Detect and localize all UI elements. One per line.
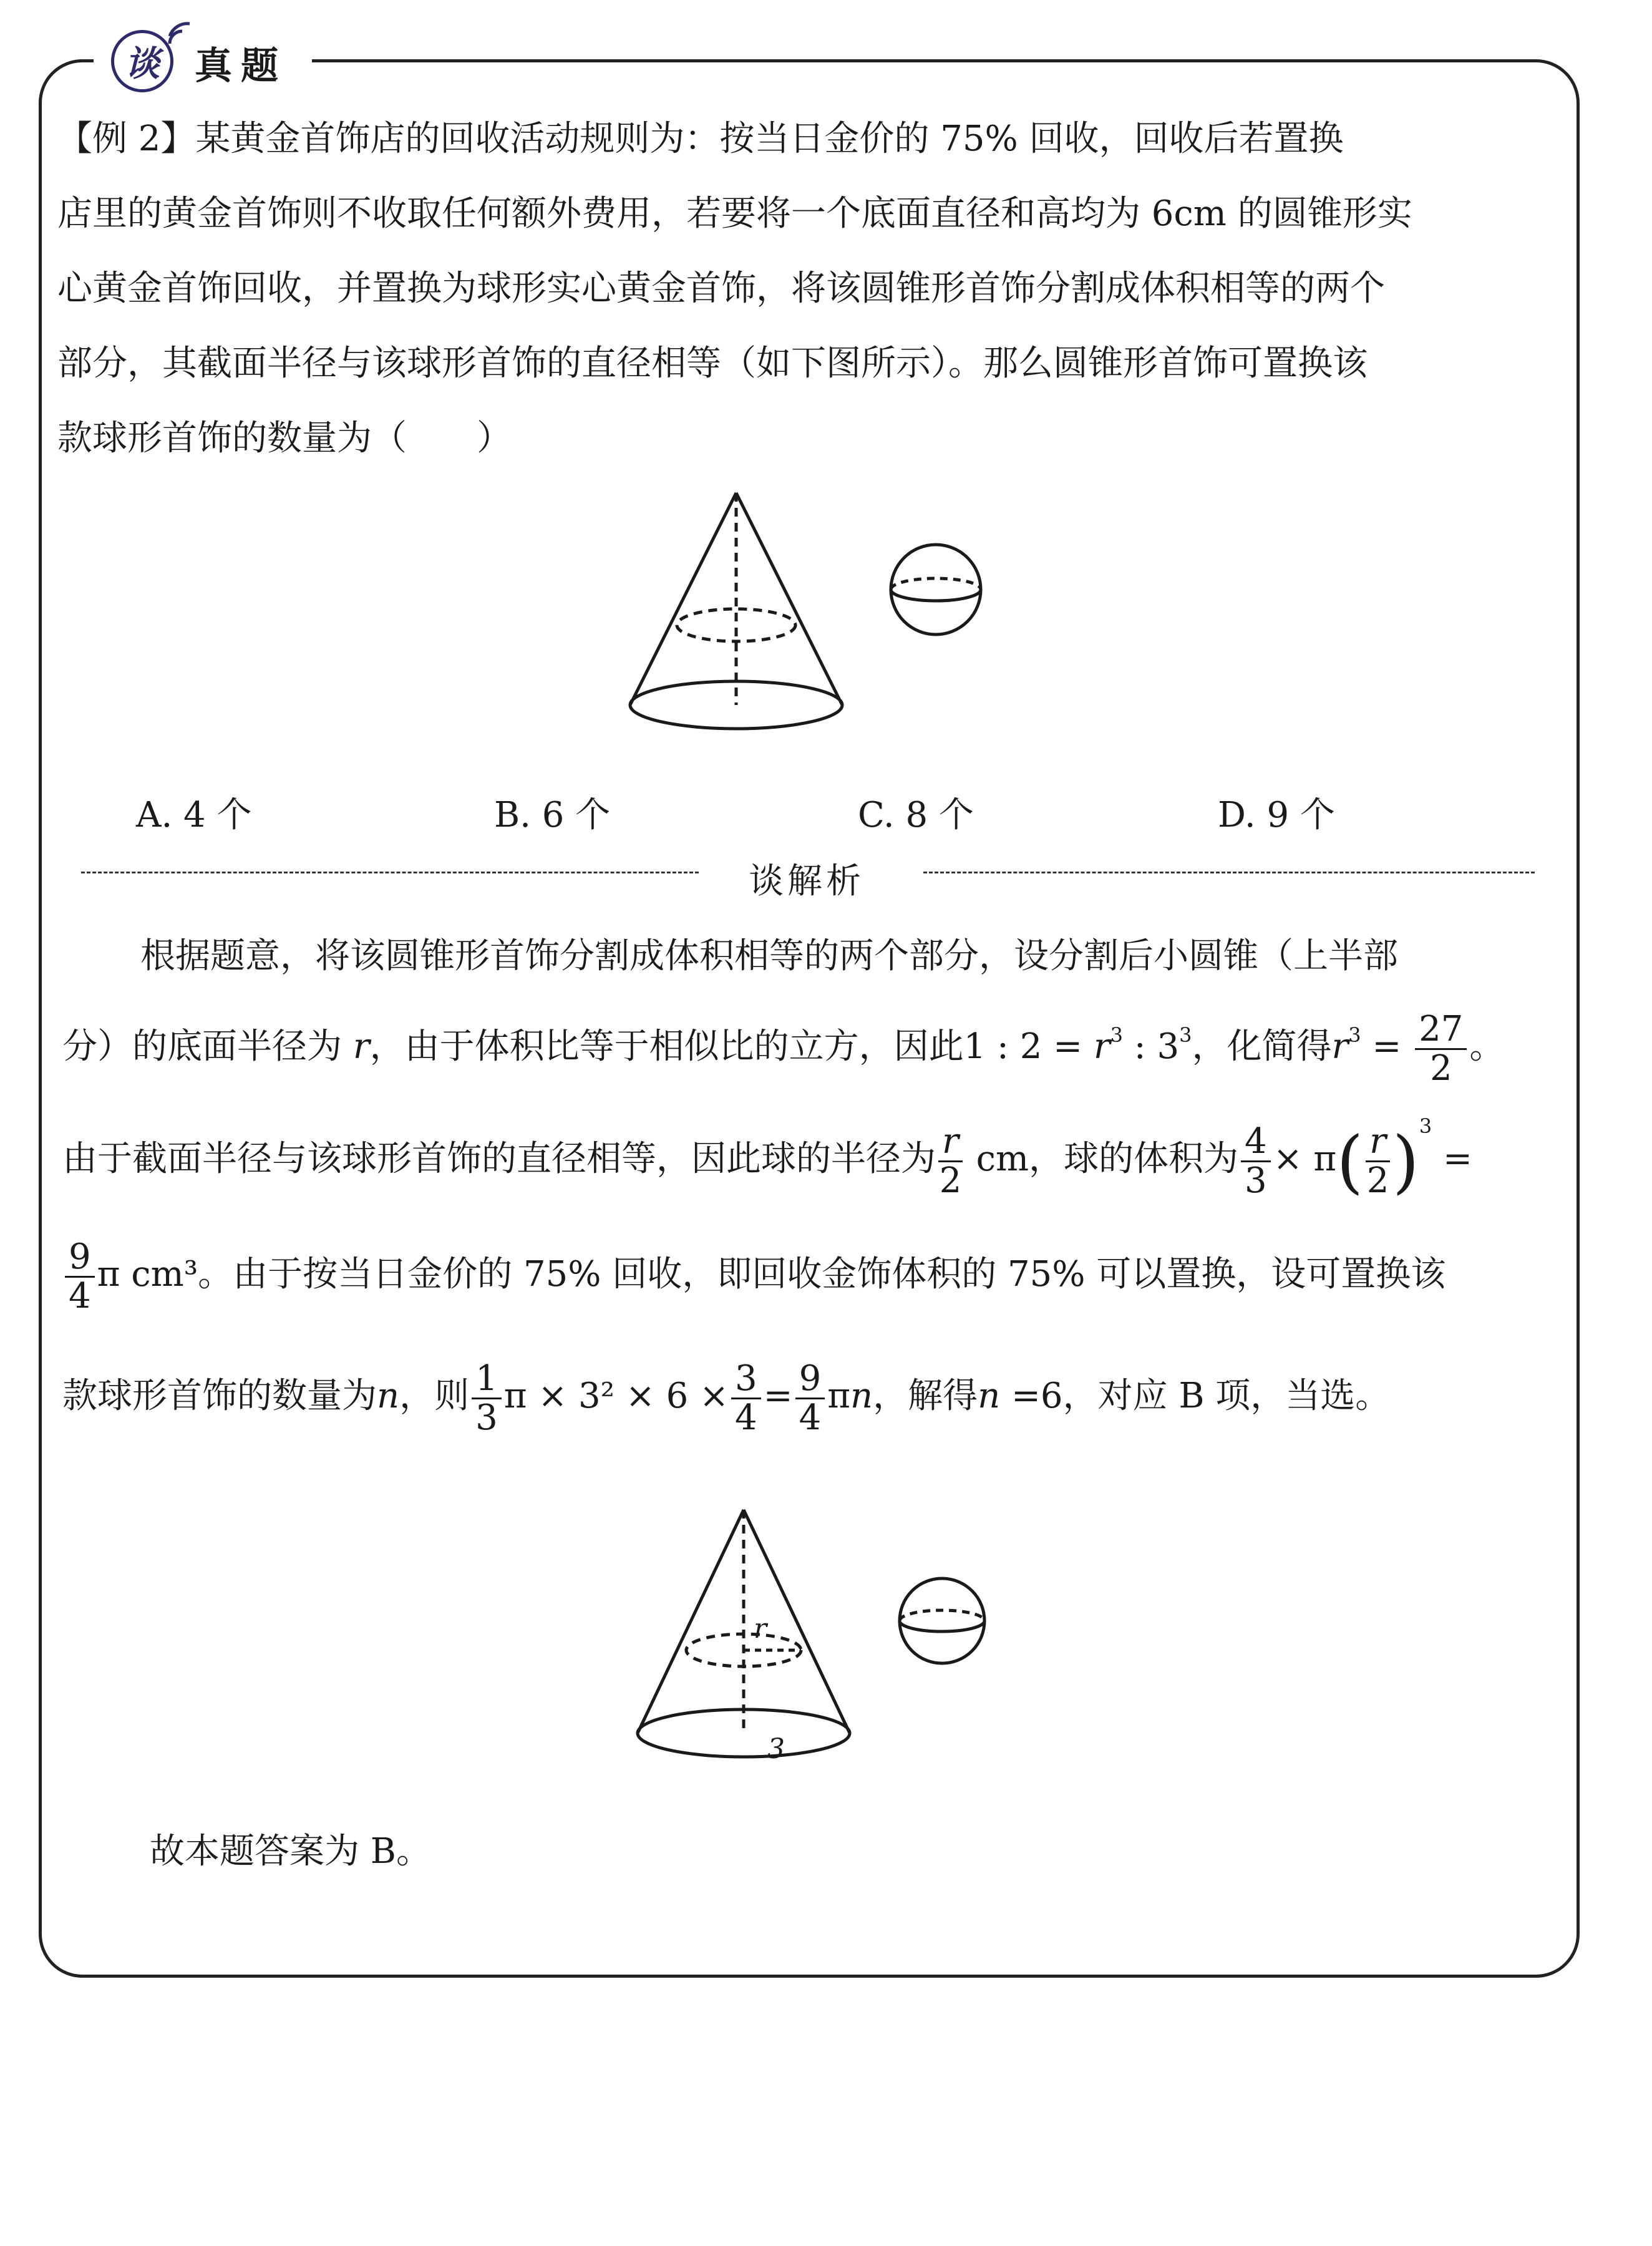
solution-line-3-b: cm，球的体积为 bbox=[964, 1139, 1239, 1179]
question-line-4: 部分，其截面半径与该球形首饰的直径相等（如下图所示）。那么圆锥形首饰可置换该 bbox=[57, 343, 1368, 384]
var-r-2: r bbox=[1093, 1026, 1110, 1067]
option-a[interactable]: A. 4 个 bbox=[136, 795, 252, 835]
exp-3c: 3 bbox=[1348, 1023, 1361, 1047]
solution-line-5 bbox=[62, 1360, 1390, 1437]
solution-line-5-e: π bbox=[827, 1376, 851, 1416]
logo-badge bbox=[111, 30, 173, 92]
solution-line-1: 根据题意，将该圆锥形首饰分割成体积相等的两个部分，设分割后小圆锥（上半部 bbox=[140, 936, 1398, 976]
logo-char: 谈 bbox=[125, 44, 160, 84]
solution-line-2-a: 分）的底面半径为 bbox=[62, 1026, 353, 1067]
labeled-cone-figure bbox=[638, 1510, 850, 1757]
var-n-2: n bbox=[850, 1376, 873, 1416]
fraction-27-2: $\frac{27}{2}$ bbox=[1415, 1011, 1467, 1087]
solution-line-4-a: π cm³。由于按当日金价的 75% 回收，即回收金饰体积的 75% 可以置换，设可置换该 bbox=[97, 1254, 1446, 1295]
solution-line-3 bbox=[62, 1114, 1472, 1202]
sphere-figure bbox=[891, 545, 981, 634]
question-line-1: 【例 2】某黄金首饰店的回收活动规则为：按当日金价的 75% 回收，回收后若置换 bbox=[57, 119, 1344, 159]
cone-figure bbox=[630, 493, 842, 729]
fraction-r-2: $\frac{r}{2}$ bbox=[939, 1121, 962, 1201]
solution-line-3-d: = bbox=[1432, 1139, 1472, 1179]
solution-sphere-figure bbox=[900, 1578, 984, 1663]
paren-left: ( bbox=[1336, 1121, 1364, 1202]
fraction-4-3: $\frac{4}{3}$ bbox=[1241, 1123, 1271, 1200]
question-line-5: 款球形首饰的数量为（ ） bbox=[57, 418, 512, 459]
solution-line-5-f: ，解得 bbox=[873, 1376, 978, 1416]
paren-right: ) bbox=[1392, 1121, 1419, 1202]
solution-line-5-b: ，则 bbox=[399, 1376, 470, 1416]
solution-line-4 bbox=[62, 1238, 1446, 1315]
exp-3d: 3 bbox=[1419, 1114, 1432, 1138]
solution-line-5-d: = bbox=[763, 1376, 793, 1416]
var-n: n bbox=[377, 1376, 400, 1416]
solution-line-5-g: =6，对应 B 项，当选。 bbox=[1000, 1376, 1391, 1416]
solution-line-3-a: 由于截面半径与该球形首饰的直径相等，因此球的半径为 bbox=[62, 1139, 936, 1179]
section-title: 谈解析 bbox=[749, 861, 865, 902]
conclusion: 故本题答案为 B。 bbox=[150, 1831, 431, 1872]
question-line-2: 店里的黄金首饰则不收取任何额外费用，若要将一个底面直径和高均为 6cm 的圆锥形实 bbox=[57, 193, 1412, 234]
option-d[interactable]: D. 9 个 bbox=[1218, 795, 1335, 835]
solution-line-2-d: ，化简得 bbox=[1192, 1026, 1332, 1067]
fraction-r-2-b: $\frac{r}{2}$ bbox=[1366, 1121, 1389, 1201]
exp-3: 3 bbox=[1110, 1023, 1123, 1047]
divider-left bbox=[81, 872, 699, 873]
var-n-3: n bbox=[978, 1376, 1001, 1416]
label-3: 3 bbox=[767, 1733, 785, 1765]
solution-figure bbox=[624, 1497, 1023, 1784]
fraction-9-4-b: $\frac{9}{4}$ bbox=[795, 1360, 825, 1437]
solution-line-2-e: 。 bbox=[1469, 1026, 1505, 1067]
option-c[interactable]: C. 8 个 bbox=[858, 795, 974, 835]
solution-line-2: 分）的底面半径为 r，由于体积比等于相似比的立方，因此1 : $2 = r^3$ : $3^3$，化简得$r^3$ = $\frac{27}{2}$ 。 bbox=[62, 1009, 1505, 1089]
fraction-3-4: $\frac{3}{4}$ bbox=[731, 1360, 761, 1437]
var-r: r bbox=[352, 1026, 370, 1067]
fraction-9-4: $\frac{9}{4}$ bbox=[65, 1238, 95, 1315]
fraction-1-3: $\frac{1}{3}$ bbox=[472, 1360, 502, 1437]
header-title: 真题 bbox=[195, 44, 287, 88]
divider-right bbox=[923, 872, 1535, 873]
label-r: r bbox=[754, 1613, 767, 1645]
question-line-3: 心黄金首饰回收，并置换为球形实心黄金首饰，将该圆锥形首饰分割成体积相等的两个 bbox=[57, 268, 1385, 309]
solution-line-2-c: : 3 bbox=[1122, 1026, 1180, 1067]
solution-line-5-a: 款球形首饰的数量为 bbox=[62, 1376, 377, 1416]
solution-line-3-c: × π bbox=[1273, 1139, 1337, 1179]
solution-line-5-c: π × 3² × 6 × bbox=[503, 1376, 729, 1416]
option-b[interactable]: B. 6 个 bbox=[494, 795, 611, 835]
solution-line-2-b: ，由于体积比等于相似比的立方，因此1 : 2 = bbox=[369, 1026, 1094, 1067]
exp-3b: 3 bbox=[1179, 1023, 1192, 1047]
question-figure bbox=[611, 480, 1017, 755]
var-r-3: r bbox=[1331, 1026, 1349, 1067]
